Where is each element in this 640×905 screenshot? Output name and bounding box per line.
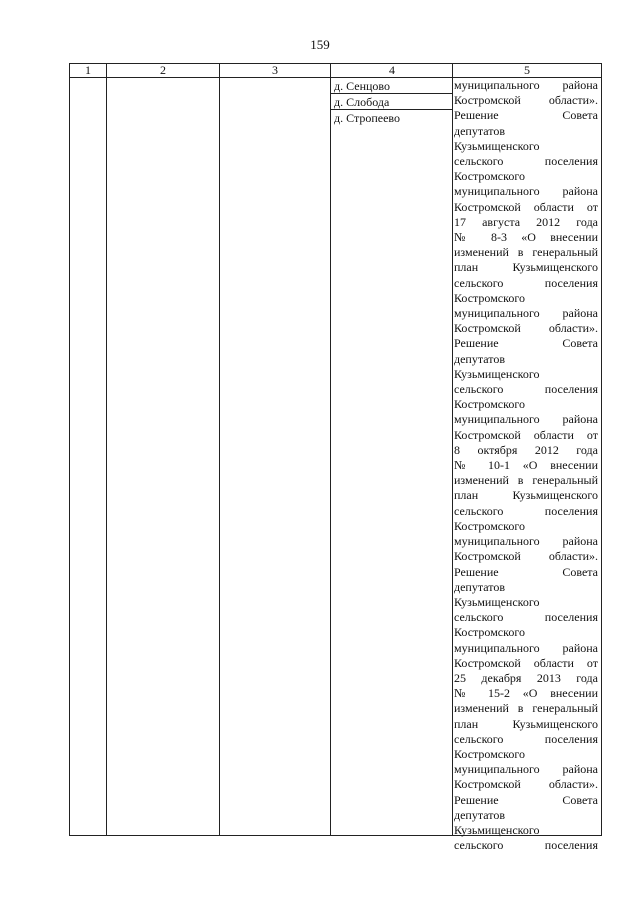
document-text-line: муниципального района [454,412,598,427]
documents-column [454,78,598,853]
settlements-column [331,78,452,126]
column-divider [452,64,453,835]
document-text-line: сельского поселения [454,731,598,746]
column-divider [106,64,107,835]
document-text-line: изменений в генеральный [454,701,598,716]
document-text-line: 8 октября 2012 года [454,442,598,457]
document-text-line: 25 декабря 2013 года [454,670,598,685]
document-table [69,63,602,853]
table-header-row [70,64,601,78]
document-text-line: Костромской области». [454,93,598,108]
document-text-line: сельского поселения [454,382,598,397]
document-text-line: план Кузьмищенского [454,260,598,275]
document-text-line: Кузьмищенского [454,138,540,153]
document-text-line: сельского поселения [454,154,598,169]
page-number: 159 [310,37,330,52]
document-text-line: изменений в генеральный [454,473,598,488]
document-text-line: Костромского [454,290,525,305]
document-text-line: сельского поселения [454,610,598,625]
document-text-line: № 15-2 «О внесении [454,686,598,701]
document-text-line: Костромского [454,746,525,761]
header-cell-2: 2 [160,63,166,77]
header-cell-3: 3 [272,63,278,77]
document-text-line: Костромской области». [454,549,598,564]
column-divider [219,64,220,835]
document-text-line: Кузьмищенского [454,822,540,837]
document-text-line: депутатов [454,807,506,822]
document-text-line: Решение Совета [454,564,598,579]
document-text-line: Решение Совета [454,336,598,351]
settlement-item: д. Стропеево [334,111,400,125]
document-text-line: Костромской области от [454,199,598,214]
document-text-line: муниципального района [454,762,598,777]
column-divider [330,64,331,835]
document-text-line: Решение Совета [454,108,598,123]
document-text-line: план Кузьмищенского [454,716,598,731]
document-text-line: № 8-3 «О внесении [454,230,598,245]
document-text-line: сельского поселения [454,838,598,853]
settlement-item: д. Сенцово [331,78,452,94]
document-text-line: № 10-1 «О внесении [454,458,598,473]
document-text-line: Костромского [454,169,525,184]
document-text-line: Костромской области от [454,427,598,442]
document-text-line: Решение Совета [454,792,598,807]
document-text-line: муниципального района [454,534,598,549]
document-text-line: муниципального района [454,306,598,321]
document-text-line: муниципального района [454,640,598,655]
document-text-line: 17 августа 2012 года [454,214,598,229]
document-text-line: Костромского [454,625,525,640]
header-cell-5: 5 [524,63,530,77]
document-text-line: Костромского [454,397,525,412]
document-text-line: Костромской области». [454,777,598,792]
document-text-line: сельского поселения [454,275,598,290]
document-text-line: Костромской области от [454,655,598,670]
document-text-line: план Кузьмищенского [454,488,598,503]
document-text-line: Костромской области». [454,321,598,336]
header-cell-4: 4 [389,63,395,77]
document-text-line: Кузьмищенского [454,366,540,381]
document-text-line: Костромского [454,518,525,533]
document-text-line: депутатов [454,351,506,366]
document-text-line: изменений в генеральный [454,245,598,260]
header-cell-1: 1 [85,63,91,77]
document-text-line: депутатов [454,123,506,138]
document-text-line: муниципального района [454,78,598,92]
document-text-line: Кузьмищенского [454,594,540,609]
document-text-line: сельского поселения [454,503,598,518]
document-text-line: муниципального района [454,184,598,199]
document-text-line: депутатов [454,579,506,594]
settlement-item: д. Слобода [331,94,452,110]
